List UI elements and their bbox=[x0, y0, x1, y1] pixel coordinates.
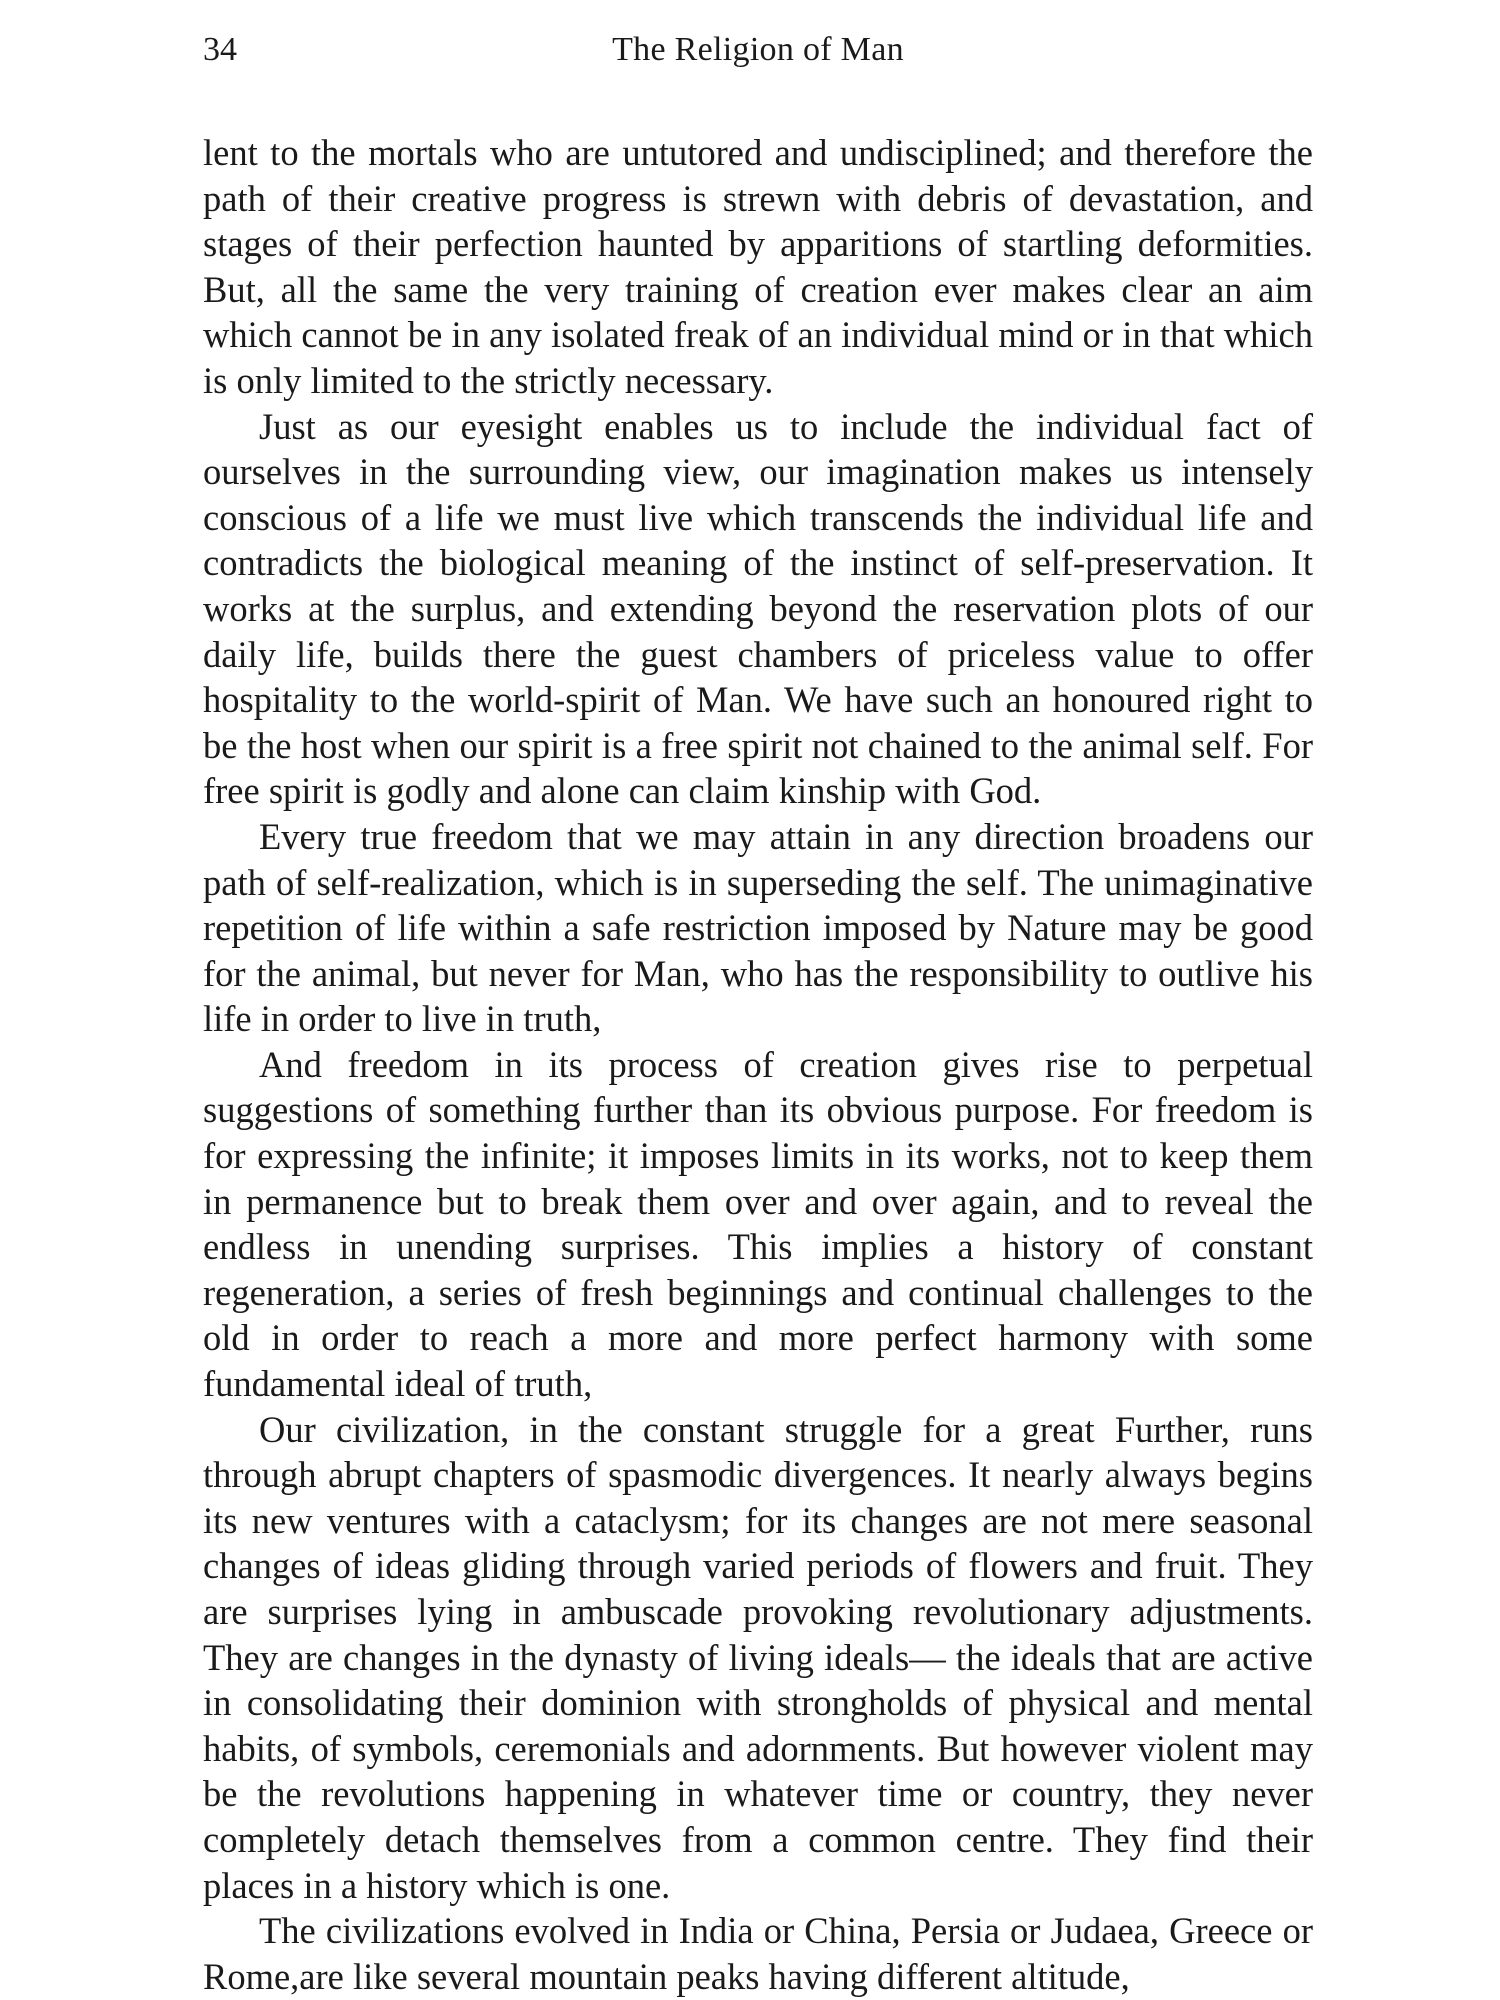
paragraph-6: The civilizations evolved in India or China, Persia or Judaea, Greece or Rome,are like several mountain peaks having different altitude, bbox=[203, 1910, 1313, 1997]
running-head bbox=[203, 26, 1313, 74]
book-page bbox=[203, 26, 1313, 1999]
running-title: The Religion of Man bbox=[612, 31, 904, 68]
page-number: 34 bbox=[203, 31, 237, 68]
paragraph-1: lent to the mortals who are untutored and undisciplined; and therefore the path of their creative progress is strewn with debris of devastation, and stages of their perfection haunted by apparitions of startling deformities. But, all the same the very training of creation ever makes clear an aim which cannot be in any isolated freak of an individual mind or in that which is only limited to the strictly necessary. bbox=[203, 132, 1313, 401]
paragraph-5: Our civilization, in the constant struggle for a great Further, runs through abrupt chapters of spasmodic divergences. It nearly always begins its new ventures with a cataclysm; for its changes are not mere seasonal changes of ideas gliding through varied periods of flowers and fruit. They are surprises lying in ambuscade provoking revolutionary adjustments. They are changes in the dynasty of living ideals— the ideals that are active in consolidating their dominion with strongholds of physical and mental habits, of symbols, ceremonials and adornments. But however violent may be the revolutions happening in whatever time or country, they never completely detach themselves from a common centre. They find their places in a history which is one. bbox=[203, 1408, 1313, 1906]
body-text bbox=[203, 130, 1313, 1999]
paragraph-2: Just as our eyesight enables us to include the individual fact of ourselves in the surrounding view, our imagination makes us intensely conscious of a life we must live which transcends the individual life and contradicts the biological meaning of the instinct of self-preservation. It works at the surplus, and extending beyond the reservation plots of our daily life, builds there the guest chambers of priceless value to offer hospitality to the world-spirit of Man. We have such an honoured right to be the host when our spirit is a free spirit not chained to the animal self. For free spirit is godly and alone can claim kinship with God. bbox=[203, 405, 1313, 812]
paragraph-4: And freedom in its process of creation gives rise to perpetual suggestions of something further than its obvious purpose. For freedom is for expressing the infinite; it imposes limits in its works, not to keep them in permanence but to break them over and over again, and to reveal the endless in unending surprises. This implies a history of constant regeneration, a series of fresh beginnings and continual challenges to the old in order to reach a more and more perfect harmony with some fundamental ideal of truth, bbox=[203, 1043, 1313, 1405]
paragraph-3: Every true freedom that we may attain in any direction broadens our path of self-realization, which is in superseding the self. The unimaginative repetition of life within a safe restriction imposed by Nature may be good for the animal, but never for Man, who has the responsibility to outlive his life in order to live in truth, bbox=[203, 815, 1313, 1040]
